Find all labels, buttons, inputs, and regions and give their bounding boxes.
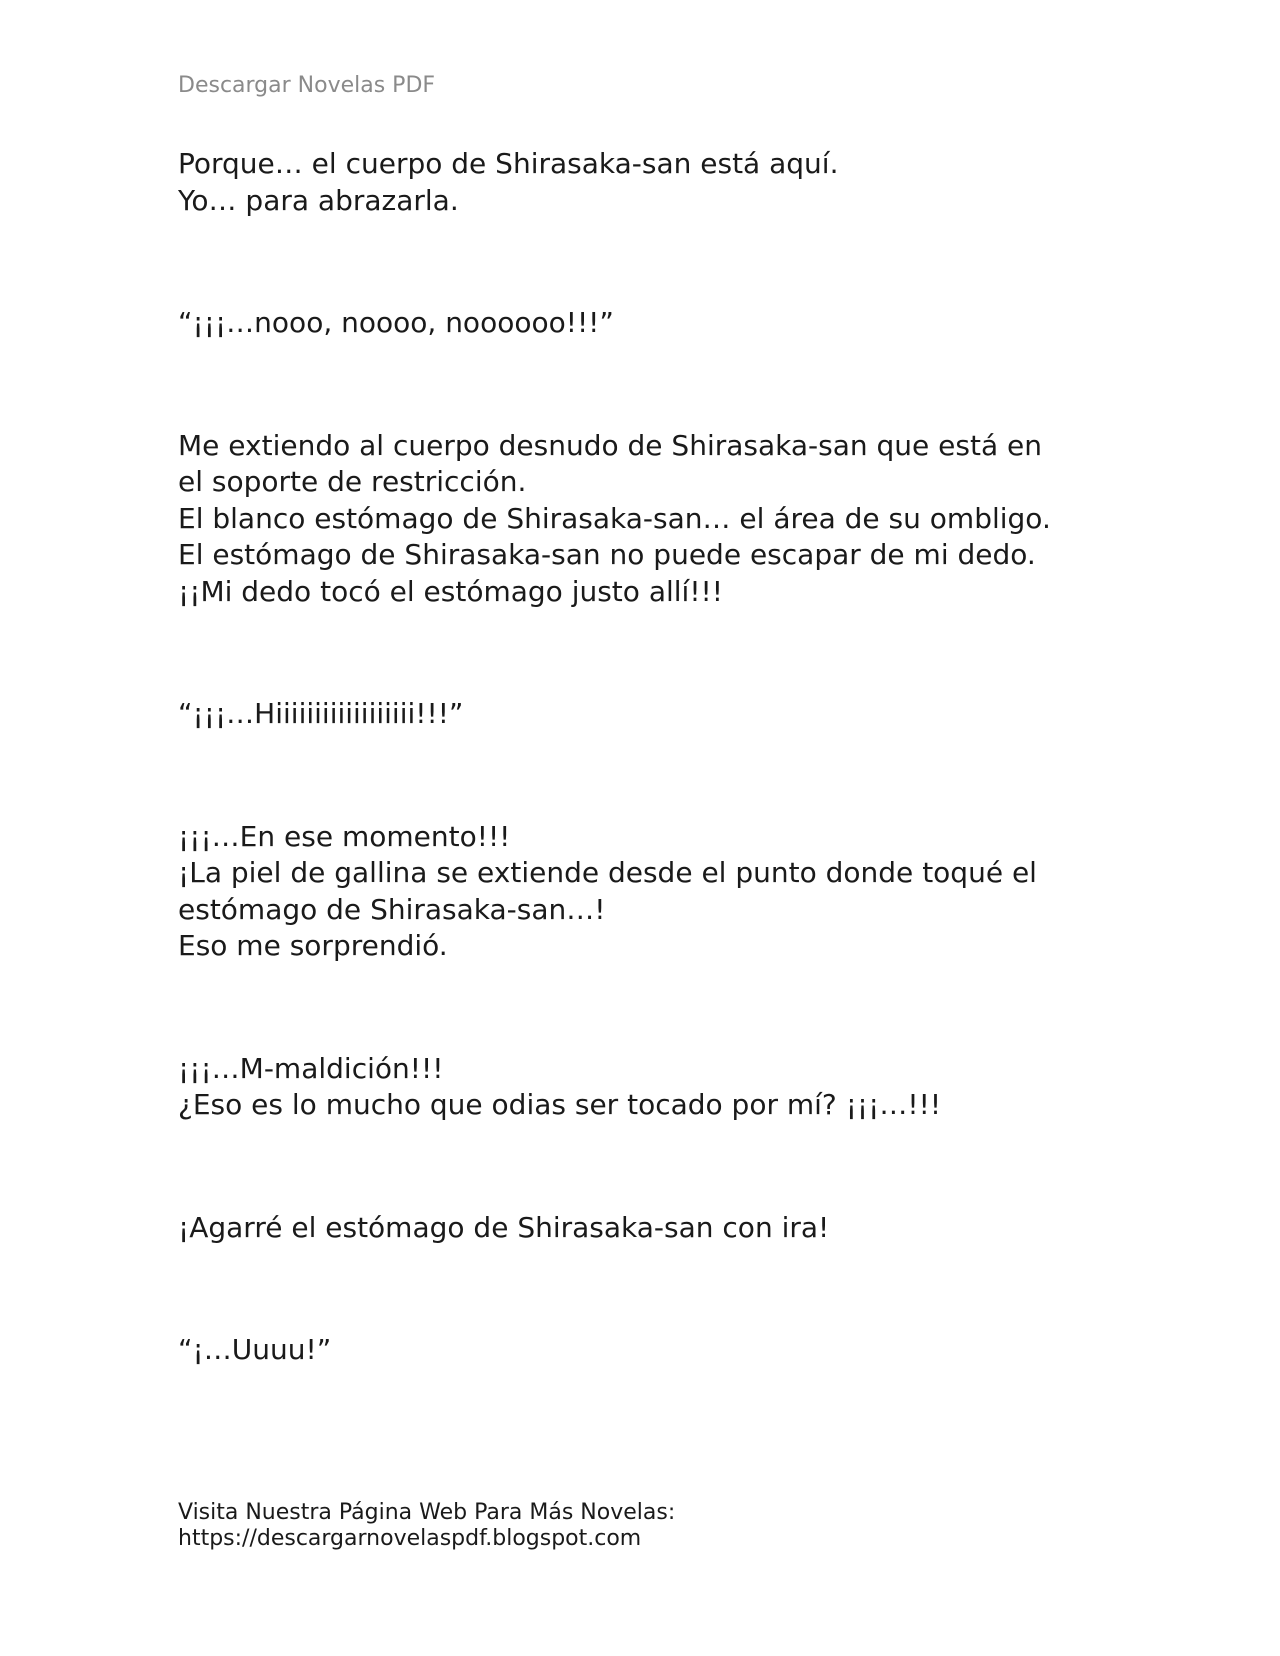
page-footer (178, 1500, 675, 1552)
paragraph-spacer (178, 733, 1098, 819)
paragraph-3 (178, 428, 1098, 611)
text-line: ¿Eso es lo mucho que odias ser tocado por mí? ¡¡¡…!!! (178, 1088, 942, 1121)
text-line: ¡¡Mi dedo tocó el estómago justo allí!!! (178, 574, 723, 608)
paragraph-4 (178, 696, 1098, 733)
text-line: ¡Agarré el estómago de Shirasaka-san con ira! (178, 1210, 830, 1244)
paragraph-5 (178, 819, 1098, 965)
paragraph-spacer (178, 610, 1098, 696)
paragraph-spacer (178, 219, 1098, 305)
text-line: ¡¡¡…En ese momento!!! (178, 819, 511, 853)
page-body (178, 146, 1098, 1369)
page-header: Descargar Novelas PDF (178, 73, 436, 98)
paragraph-spacer (178, 1246, 1098, 1332)
paragraph-7 (178, 1210, 1098, 1247)
text-line: Eso me sorprendió. (178, 929, 448, 962)
paragraph-spacer (178, 1124, 1098, 1210)
text-line: el soporte de restricción. (178, 465, 527, 498)
footer-url: https://descargarnovelaspdf.blogspot.com (178, 1526, 642, 1551)
text-line: Yo… para abrazarla. (178, 183, 459, 217)
paragraph-6 (178, 1051, 1098, 1124)
paragraph-8 (178, 1332, 1098, 1369)
text-line: ¡¡¡…M-maldición!!! (178, 1051, 444, 1085)
text-line: ¡La piel de gallina se extiende desde el punto donde toqué el (178, 856, 1037, 889)
text-line: El blanco estómago de Shirasaka-san… el área de su ombligo. (178, 501, 1051, 535)
paragraph-spacer (178, 965, 1098, 1051)
paragraph-1 (178, 146, 1098, 219)
text-line: El estómago de Shirasaka-san no puede escapar de mi dedo. (178, 538, 1036, 571)
footer-promo-text: Visita Nuestra Página Web Para Más Novelas: (178, 1500, 676, 1525)
text-line: “¡¡¡…Hiiiiiiiiiiiiiiiiii!!!” (178, 697, 464, 730)
text-line: “¡…Uuuu!” (178, 1333, 332, 1366)
text-line: estómago de Shirasaka-san…! (178, 892, 606, 926)
paragraph-2 (178, 305, 1098, 342)
text-line: Porque… el cuerpo de Shirasaka-san está aquí. (178, 147, 839, 180)
text-line: “¡¡¡…nooo, noooo, noooooo!!!” (178, 306, 614, 339)
text-line: Me extiendo al cuerpo desnudo de Shirasaka-san que está en (178, 428, 1042, 462)
paragraph-spacer (178, 342, 1098, 428)
